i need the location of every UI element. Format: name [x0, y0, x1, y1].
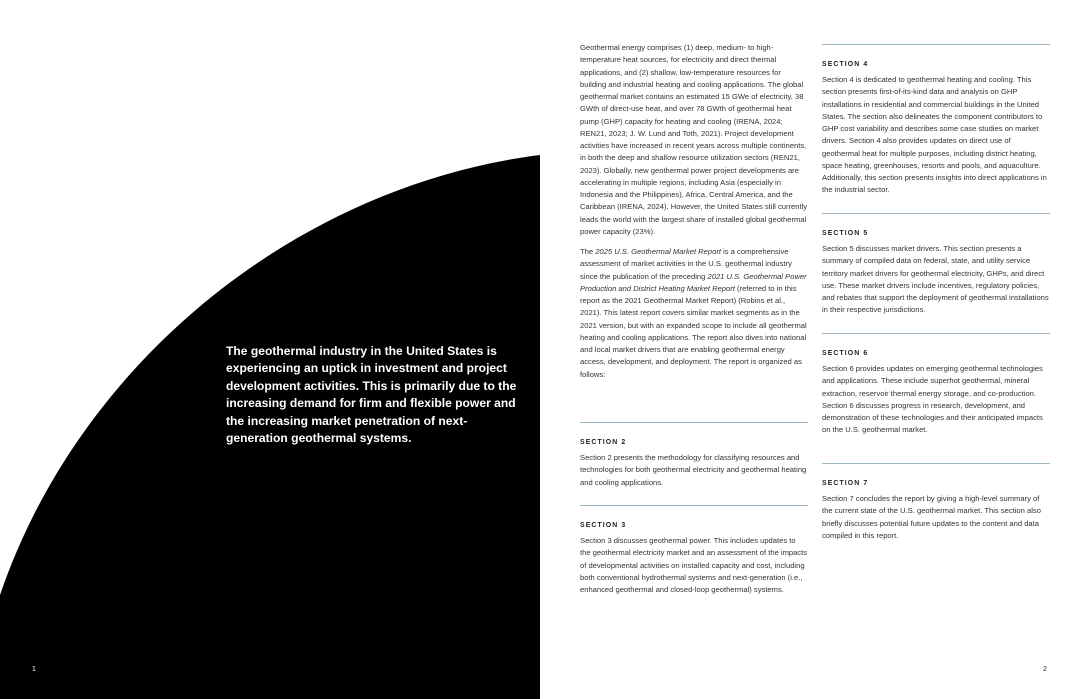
- section-6-block: [822, 333, 1050, 437]
- section-2-label: SECTION 2: [580, 439, 627, 446]
- section-4-text: Section 4 is dedicated to geothermal heating and cooling. This section presents first-of-its-kind data and analysis on GHP installations in residential and commercial buildings in the United States. The section also delineates the component contributors to GHP cost variability and describes some case studies on market drivers. Section 4 also provides updates on direct use of geothermal heat for multiple purposes, including district heating, space heating, greenhouses, resorts and pools, and aquaculture. Additionally, this section presents insights into direct applications in the industrial sector.: [822, 75, 1047, 195]
- page-number-left: 1: [32, 666, 36, 673]
- intro-paragraph-1: Geothermal energy comprises (1) deep, medium- to high-temperature heat sources, for electricity and direct thermal applications, and (2) shallow, low-temperature resources for building and industrial heating and cooling applications. The global geothermal market contains an estimated 15 GWe of electricity, 38 GWth of direct-use heat, and over 78 GWth of geothermal heat pump (GHP) capacity for heating and cooling (IRENA, 2024; REN21, 2023; J. W. Lund and Toth, 2021). Project development activities have increased in recent years across multiple continents, in both the deep and shallow resource utilization sectors (REN21, 2023). Globally, new geothermal power project developments are accelerating in multiple regions, including Asia (especially in Indonesia and the Philippines), Africa, Central America, and the Caribbean (IRENA, 2024). However, the United States still currently leads the world with the largest share of installed global geothermal power capacity (23%).: [580, 43, 808, 236]
- section-divider: [580, 422, 808, 423]
- page-number-right: 2: [1043, 666, 1047, 673]
- section-5-block: [822, 213, 1050, 317]
- pull-quote: The geothermal industry in the United States is experiencing an uptick in investment and project development activities. This is primarily due to the increasing demand for firm and flexible power and the increasing market penetration of next-generation geothermal systems.: [226, 344, 517, 446]
- section-3-block: [580, 505, 808, 596]
- section-divider: [822, 213, 1050, 214]
- section-3-label: SECTION 3: [580, 522, 627, 529]
- section-6-text: Section 6 provides updates on emerging geothermal technologies and applications. These include superhot geothermal, mineral extraction, reservoir thermal energy storage, and co-production. Section 6 discusses progress in research, development, and demonstration of these technologies and their anticipated impacts on the U.S. geothermal market.: [822, 364, 1043, 435]
- section-2-text: Section 2 presents the methodology for classifying resources and technologies for both geothermal electricity and geothermal heating and cooling applications.: [580, 453, 807, 487]
- section-divider: [822, 333, 1050, 334]
- section-4-block: [822, 44, 1050, 197]
- section-divider: [580, 505, 808, 506]
- section-3-text: Section 3 discusses geothermal power. This includes updates to the geothermal electricity market and an assessment of the impacts of developmental activities on installed capacity and cost, including both conventional hydrothermal systems and next-generation (i.e., enhanced geothermal and closed-loop geothermal) systems.: [580, 536, 808, 594]
- section-4-label: SECTION 4: [822, 61, 869, 68]
- section-5-text: Section 5 discusses market drivers. This section presents a summary of compiled data on federal, state, and utility service territory market drivers for geothermal electricity, GHPs, and direct use. These market drivers include incentives, regulatory policies, and rebates that support the deployment of geothermal installations in their respective jurisdictions.: [822, 244, 1049, 315]
- section-6-label: SECTION 6: [822, 350, 869, 357]
- section-7-label: SECTION 7: [822, 480, 869, 487]
- section-7-block: [822, 463, 1050, 542]
- section-divider: [822, 463, 1050, 464]
- section-divider: [822, 44, 1050, 45]
- intro-paragraph-2: The 2025 U.S. Geothermal Market Report is a comprehensive assessment of market activities in the U.S. geothermal industry since the publication of the preceding 2021 U.S. Geothermal Power Production and District Heating Market Report (referred to in this report as the 2021 Geothermal Market Report) (Robins et al., 2021). This latest report covers similar market segments as in the 2021 version, but with an expanded scope to include all geothermal heating and cooling applications. The report also dives into national and local market drivers that are enabling geothermal energy access, development, and deployment. The report is organized as follows:: [580, 247, 807, 379]
- section-2-block: [580, 422, 808, 489]
- section-7-text: Section 7 concludes the report by giving a high-level summary of the current state of the U.S. geothermal market. This section also briefly discusses potential future updates to the content and data compiled in this report.: [822, 494, 1041, 540]
- intro-column: [580, 42, 808, 381]
- report-title-2021: 2021 U.S. Geothermal Power Production and District Heating Market Report: [580, 271, 807, 293]
- report-title-2025: 2025 U.S. Geothermal Market Report: [595, 247, 721, 256]
- section-5-label: SECTION 5: [822, 230, 869, 237]
